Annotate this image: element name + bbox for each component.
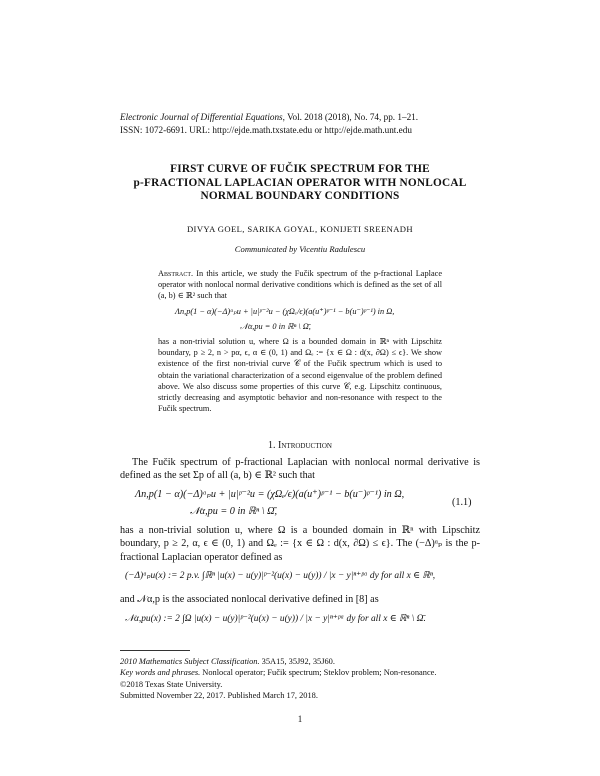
abstract-equation-1: Λn,p(1 − α)(−Δ)ᵅₚu + |u|ᵖ⁻²u − (χΩₑ/ϵ)(a(u⁺)ᵖ⁻¹ − b(u⁻)ᵖ⁻¹) in Ω,	[175, 307, 395, 316]
keywords-line	[120, 667, 490, 678]
section-title: Introduction	[278, 440, 332, 451]
abstract-intro	[158, 268, 442, 302]
intro-paragraph-3: and 𝒩α,p is the associated nonlocal derivative defined in [8] as	[120, 594, 379, 605]
abstract-intro-text: In this article, we study the Fučik spectrum of the p-fractional Laplace operator with nonlocal normal derivative conditions which is defined as the set of all (a, b) ∈ ℝ² such that	[158, 269, 442, 301]
copyright-line: ©2018 Texas State University.	[120, 679, 223, 689]
journal-name: Electronic Journal of Differential Equations	[120, 112, 283, 122]
title-line-2: p-FRACTIONAL LAPLACIAN OPERATOR WITH NONLOCAL	[133, 176, 467, 189]
equation-nonlocal-derivative: 𝒩α,pu(x) := 2 ∫Ω |u(x) − u(y)|ᵖ⁻²(u(x) − u(y)) / |x − y|ⁿ⁺ᵖᵅ dy for all x ∈ ℝⁿ \ Ω̄.	[125, 614, 426, 624]
equation-number: (1.1)	[452, 497, 472, 508]
submitted-line: Submitted November 22, 2017. Published March 17, 2018.	[120, 691, 318, 701]
abstract-label: Abstract.	[158, 269, 194, 278]
journal-citation: , Vol. 2018 (2018), No. 74, pp. 1–21.	[282, 112, 419, 122]
msc-codes: 35A15, 35J92, 35J60.	[261, 657, 335, 666]
intro-paragraph-2: has a non-trivial solution u, where Ω is a bounded domain in ℝⁿ with Lipschitz boundary, p ≥ 2, α, ϵ ∈ (0, 1) and Ωₑ := {x ∈ Ω : d(x, ∂Ω) ≤ ϵ}. The (−Δ)ᵅₚ is the p-fractional Laplacian operator defined as	[120, 525, 480, 563]
journal-header	[120, 111, 500, 136]
msc-line	[120, 656, 490, 667]
keywords-label: Key words and phrases.	[120, 668, 201, 678]
abstract-body: has a non-trivial solution u, where Ω is a bounded domain in ℝⁿ with Lipschitz boundary, p ≥ 2, n > pα, ϵ, α ∈ (0, 1) and Ωₑ := {x ∈ Ω : d(x, ∂Ω) ≤ ϵ}. We show existence of the first non-trivial curve 𝒞 of the Fučik spectrum which is used to obtain the variational characterization of a second eigenvalue of the problem defined above. We also discuss some properties of this curve 𝒞, e.g. Lipschitz continuous, strictly decreasing and asymptotic behavior and non-resonance with respect to the Fučik spectrum.	[158, 337, 442, 414]
msc-label: 2010 Mathematics Subject Classification.	[120, 657, 260, 666]
equation-fractional-laplacian: (−Δ)ᵅₚu(x) := 2 p.v. ∫ℝⁿ |u(x) − u(y)|ᵖ⁻²(u(x) − u(y)) / |x − y|ⁿ⁺ᵖᵅ dy for all x ∈ ℝⁿ,	[125, 571, 436, 581]
section-heading	[120, 440, 480, 451]
footnotes	[120, 656, 490, 702]
authors: DIVYA GOEL, SARIKA GOYAL, KONIJETI SREENADH	[186, 224, 414, 234]
equation-1-1-line-1: Λn,p(1 − α)(−Δ)ᵅₚu + |u|ᵖ⁻²u = (χΩₑ/ϵ)(a(u⁺)ᵖ⁻¹ − b(u⁻)ᵖ⁻¹) in Ω,	[135, 489, 405, 500]
section-number: 1.	[268, 440, 276, 451]
footnote-rule	[120, 650, 190, 651]
intro-paragraph-1: The Fučik spectrum of p-fractional Laplacian with nonlocal normal derivative is defined as the set Σp of all (a, b) ∈ ℝ² such that	[120, 457, 480, 482]
abstract-equation-2: 𝒩α,pu = 0 in ℝⁿ \ Ω̄,	[240, 322, 311, 331]
paper-title	[100, 163, 500, 204]
communicated-by: Communicated by Vicentiu Radulescu	[234, 244, 366, 254]
keywords: Nonlocal operator; Fučik spectrum; Steklov problem; Non-resonance.	[202, 668, 437, 678]
page-number: 1	[297, 714, 303, 724]
equation-1-1-line-2: 𝒩α,pu = 0 in ℝⁿ \ Ω̄,	[190, 506, 278, 517]
title-line-3: NORMAL BOUNDARY CONDITIONS	[200, 190, 400, 202]
issn-line: ISSN: 1072-6691. URL: http://ejde.math.txstate.edu or http://ejde.math.unt.edu	[120, 124, 412, 135]
title-line-1: FIRST CURVE OF FUČIK SPECTRUM FOR THE	[170, 163, 430, 175]
